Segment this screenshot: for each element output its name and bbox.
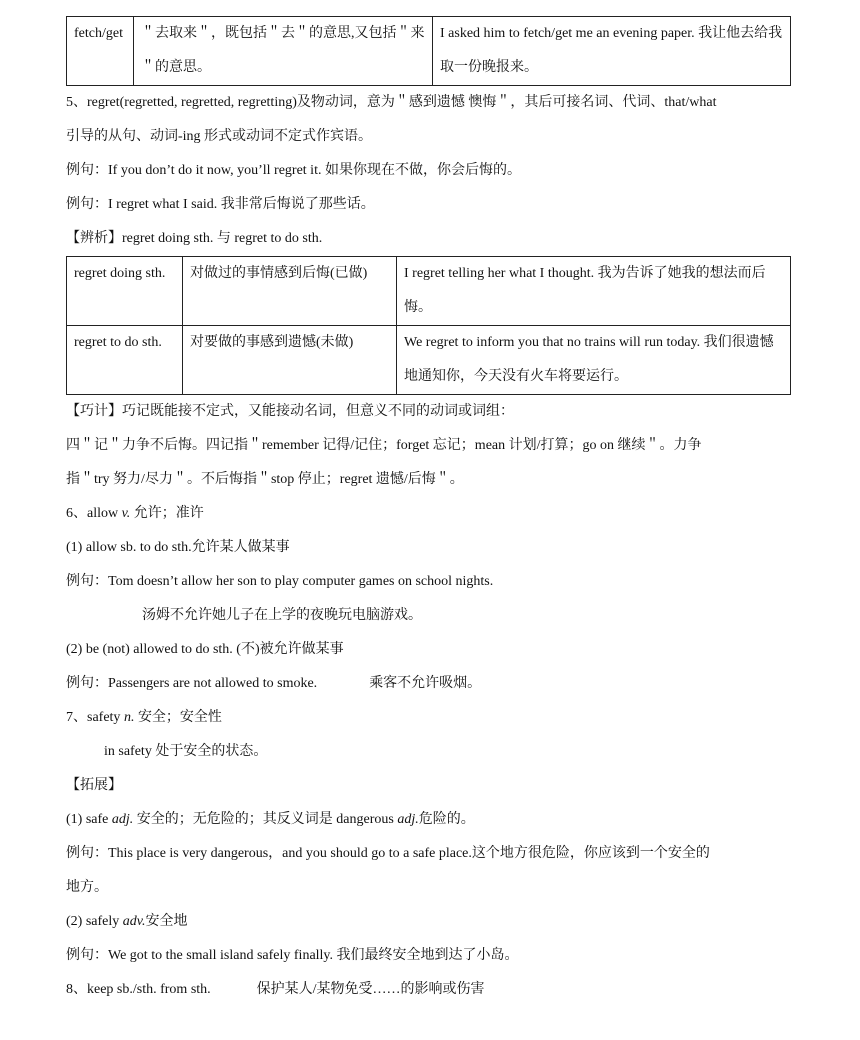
headword: 6、allow: [66, 506, 122, 521]
usage-point: (2) be (not) allowed to do sth. (不)被允许做某事: [66, 642, 344, 657]
qiaoji-section: [66, 395, 790, 497]
headword: 8、keep sb./sth. from sth.: [66, 982, 211, 997]
example-sentence: 例句：If you don’t do it now, you’ll regret it. 如果你现在不做，你会后悔的。: [66, 163, 521, 178]
table-row: [67, 326, 791, 395]
usage-text: 危险的。: [418, 812, 475, 827]
example-sentence: [66, 667, 790, 701]
section-8-heading: [66, 973, 790, 1007]
usage-text: 安全地: [145, 914, 188, 929]
document-page: [66, 0, 790, 1007]
headword: 7、safety: [66, 710, 124, 725]
example-english: 例句：Passengers are not allowed to smoke.: [66, 676, 318, 691]
example-sentence: 例句：Tom doesn’t allow her son to play computer games on school nights.: [66, 574, 494, 589]
qiaoji-line: 指＂try 努力/尽力＂。不后悔指＂stop 停止；regret 遗憾/后悔＂。: [66, 472, 464, 487]
section-7: [66, 701, 790, 973]
fetch-get-table: [66, 16, 791, 86]
table-cell: 对做过的事情感到后悔(已做): [183, 257, 397, 326]
part-of-speech: adj.: [111, 812, 134, 827]
example-sentence: 例句：We got to the small island safely finally. 我们最终安全地到达了小岛。: [66, 948, 519, 963]
table-cell: regret to do sth.: [67, 326, 183, 395]
usage-point: (1) allow sb. to do sth.允许某人做某事: [66, 540, 290, 555]
meaning: 允许；准许: [130, 506, 204, 521]
table-row: [67, 257, 791, 326]
usage-text: (1) safe: [66, 812, 112, 827]
example-sentence: 例句：I regret what I said. 我非常后悔说了那些话。: [66, 197, 375, 212]
qiaoji-line: 四＂记＂力争不后悔。四记指＂remember 记得/记住；forget 忘记；mean 计划/打算；go on 继续＂。力争: [66, 438, 702, 453]
table-cell: regret doing sth.: [67, 257, 183, 326]
usage-point: [66, 803, 790, 837]
section-5-definition-line2: 引导的从句、动词-ing 形式或动词不定式作宾语。: [66, 129, 373, 144]
section-8: [66, 973, 790, 1007]
part-of-speech: n.: [123, 710, 135, 725]
phrase: in safety 处于安全的状态。: [104, 744, 268, 759]
section-7-heading: [66, 701, 790, 735]
table-cell: I regret telling her what I thought. 我为告诉了她我的想法而后悔。: [397, 257, 791, 326]
meaning: 安全；安全性: [134, 710, 222, 725]
table-cell: I asked him to fetch/get me an evening paper. 我让他去给我取一份晚报来。: [433, 17, 791, 86]
example-translation: 汤姆不允许她儿子在上学的夜晚玩电脑游戏。: [142, 608, 422, 623]
section-6-heading: [66, 497, 790, 531]
example-translation: 乘客不允许吸烟。: [369, 676, 482, 691]
table-cell: ＂去取来＂，既包括＂去＂的意思,又包括＂来＂的意思。: [134, 17, 433, 86]
table-cell: We regret to inform you that no trains will run today. 我们很遗憾地通知你，今天没有火车将要运行。: [397, 326, 791, 395]
table-cell: fetch/get: [67, 17, 134, 86]
regret-comparison-table: [66, 256, 791, 395]
example-sentence: 例句：This place is very dangerous，and you should go to a safe place.这个地方很危险，你应该到一个安全的: [66, 846, 710, 861]
section-5-definition-line1: 5、regret(regretted, regretted, regretting)及物动词，意为＂感到遗憾 懊悔＂，其后可接名词、代词、that/what: [66, 95, 717, 110]
bianxi-heading: 【辨析】regret doing sth. 与 regret to do sth.: [66, 231, 323, 246]
meaning: 保护某人/某物免受……的影响或伤害: [256, 982, 485, 997]
part-of-speech: adv.: [122, 914, 146, 929]
part-of-speech: v.: [121, 506, 131, 521]
section-5: [66, 86, 790, 256]
qiaoji-heading: 【巧计】巧记既能接不定式，又能接动名词，但意义不同的动词或词组：: [66, 404, 514, 419]
table-row: [67, 17, 791, 86]
usage-point: [66, 905, 790, 939]
part-of-speech: adj.: [397, 812, 419, 827]
section-6: [66, 497, 790, 701]
table-cell: 对要做的事感到遗憾(未做): [183, 326, 397, 395]
usage-text: (2) safely: [66, 914, 123, 929]
example-sentence-continued: 地方。: [66, 880, 108, 895]
usage-text: 安全的；无危险的；其反义词是 dangerous: [133, 812, 398, 827]
tuozhan-heading: 【拓展】: [66, 778, 122, 793]
